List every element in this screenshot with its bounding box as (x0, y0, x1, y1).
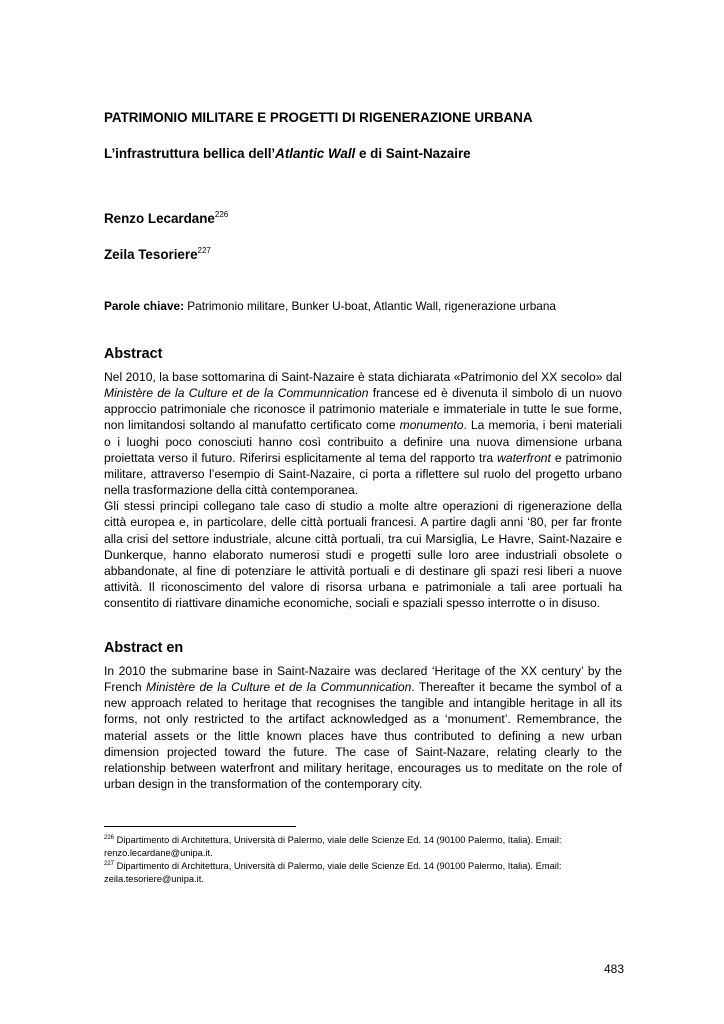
abstract-body (104, 369, 622, 611)
page-number: 483 (603, 962, 624, 976)
subtitle-italic: Atlantic Wall (275, 146, 356, 161)
keywords-text: Patrimonio militare, Bunker U-boat, Atlantic Wall, rigenerazione urbana (184, 299, 556, 313)
subtitle-text-end: e di Saint-Nazaire (355, 146, 471, 161)
author-name: Zeila Tesoriere (104, 247, 198, 262)
abstract-heading: Abstract (104, 346, 163, 362)
author-1 (104, 210, 228, 226)
abstract-paragraph-2: Gli stessi principi collegano tale caso di studio a molte altre operazioni di rigenerazione della città europea e, in particolare, delle città portuali francesi. A partire dagli anni ‘80, per far fronte alla crisi del settore industriale, alcune città portuali, tra cui Marsiglia, Le Havre, Saint-Nazaire e Dunkerque, hanno elaborato numerosi studi e progetti sulle loro aree industriali obsolete o abbandonate, al fine di potenziare le attività portuali e di destinare gli spazi resi liberi a nuove attività. Il riconoscimento del valore di risorsa urbana e patrimoniale a tali aree portuali ha consentito di riattivare dinamiche economiche, sociali e spaziali spesso interrotte o in disuso. (104, 499, 622, 611)
italic-run: monumento (399, 418, 464, 433)
abstract-en-body (104, 663, 622, 792)
author-footnote-ref[interactable]: 227 (197, 246, 211, 255)
text-run: In 2010 the submarine base in Saint-Nazaire was declared ‘Heritage of the XX century’ by the French (104, 664, 622, 695)
author-footnote-ref[interactable]: 226 (214, 210, 229, 219)
keywords (104, 299, 556, 313)
subtitle-text: L’infrastruttura bellica dell’ (104, 146, 276, 161)
footnote-number: 227 (104, 861, 115, 867)
footnote-number: 226 (104, 835, 115, 841)
paper-title: PATRIMONIO MILITARE E PROGETTI DI RIGENERAZIONE URBANA (104, 110, 533, 125)
footnote-text: Dipartimento di Architettura, Università di Palermo, viale delle Scienze Ed. 14 (90100 Palermo, Italia). Email: zeila.tesoriere@unipa.it. (104, 861, 562, 884)
footnote-1 (104, 832, 624, 859)
text-run: Nel 2010, la base sottomarina di Saint-Nazaire è stata dichiarata «Patrimonio del XX secolo» dal (104, 370, 622, 384)
author-name: Renzo Lecardane (104, 211, 215, 226)
italic-run: Ministère de la Culture et de la Communnication (146, 680, 412, 695)
keywords-label: Parole chiave: (104, 299, 184, 313)
author-2 (104, 246, 211, 262)
abstract-en-heading: Abstract en (104, 640, 184, 656)
paper-subtitle (104, 146, 471, 161)
footnote-text: Dipartimento di Architettura, Università di Palermo, viale delle Scienze Ed. 14 (90100 Palermo, Italia). Email: renzo.lecardane@unipa.it. (104, 835, 562, 858)
text-run: . La memoria, i beni materiali o i luoghi poco conosciuti hanno così contribuito a definire una nuova dimensione urbana proiettata verso il futuro. Riferirsi esplicitamente al tema del rapporto tra (104, 418, 623, 465)
text-run: . Thereafter it became the symbol of a new approach related to heritage that recognises the tangible and intangible heritage in all its forms, not only restricted to the artifact acknowledged as a ‘monument’. Remembrance, the material assets or the little known places have thus contributed to defining a new urban dimension projected toward the future. The case of Saint-Nazare, relating clearly to the relationship between waterfront and military heritage, encourages us to meditate on the role of urban design in the transformation of the contemporary city. (104, 680, 622, 792)
footnote-2 (104, 858, 624, 885)
abstract-paragraph-1 (104, 369, 622, 498)
text-run: e patrimonio militare, attraverso l’esempio di Saint-Nazaire, ci porta a riflettere sul ruolo del progetto urbano nella trasformazione della città contemporanea. (104, 450, 623, 498)
footnote-divider (104, 826, 296, 827)
italic-run: waterfront (497, 450, 551, 465)
italic-run: Ministère de la Culture et de la Communnication (104, 386, 369, 401)
text-run: francese ed è divenuta il simbolo di un nuovo approccio patrimoniale che riconosce il patrimonio materiale e immateriale in tutte le sue forme, non limitandosi soltando al manufatto certificato come (104, 386, 622, 433)
